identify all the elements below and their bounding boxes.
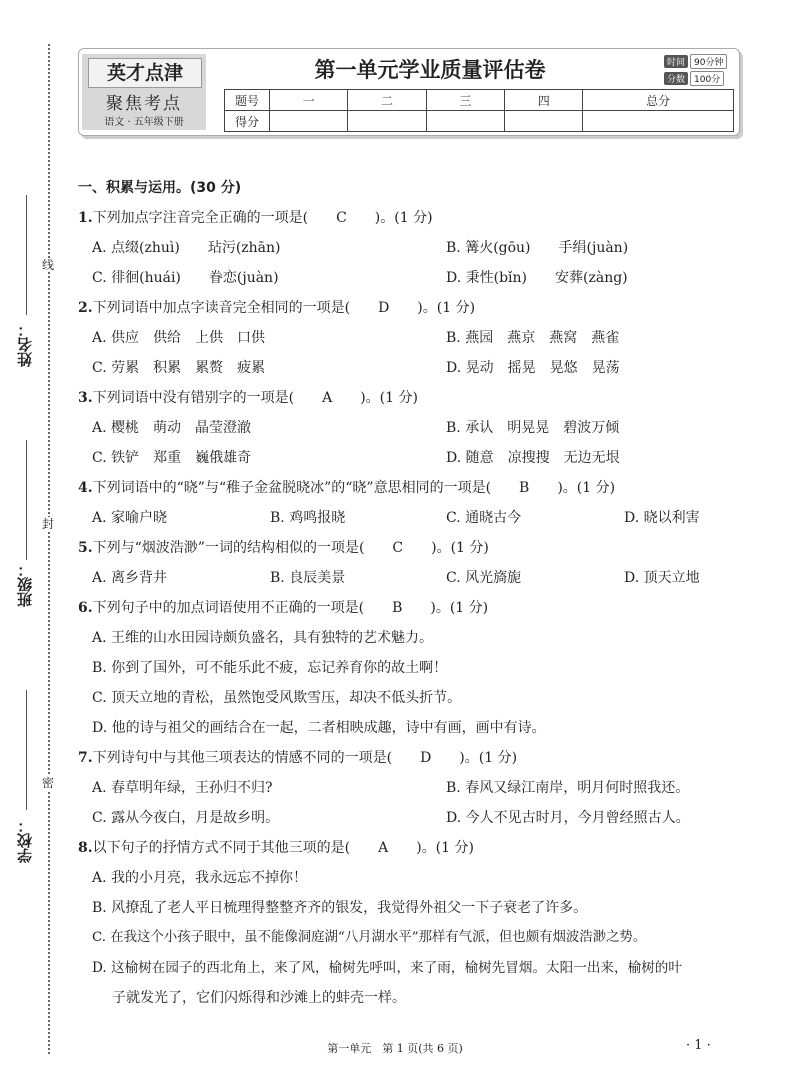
option-continuation: 子就发光了，它们闪烁得和沙滩上的蚌壳一样。 bbox=[112, 990, 406, 1006]
class-label: 班级： bbox=[16, 562, 34, 607]
score-table bbox=[224, 89, 734, 132]
score-label: 分数 bbox=[664, 72, 688, 85]
binding-dotted-line bbox=[48, 44, 50, 1054]
score-table-header: 四 bbox=[505, 90, 583, 111]
option: B. 你到了国外，可不能乐此不疲，忘记养育你的故土啊！ bbox=[92, 660, 448, 676]
option: B. 春风又绿江南岸，明月何时照我还。 bbox=[446, 780, 690, 796]
page-number: · 1 · bbox=[686, 1038, 711, 1053]
option: D. 随意 凉搜搜 无边无垠 bbox=[446, 450, 620, 466]
option: A. 离乡背井 bbox=[92, 570, 168, 586]
option: A. 王维的山水田园诗颇负盛名，具有独特的艺术魅力。 bbox=[92, 630, 434, 646]
question-stem: 以下句子的抒情方式不同于其他三项的是( A )。(1 分) bbox=[92, 840, 474, 856]
option: A. 樱桃 萌动 晶莹澄澈 bbox=[92, 420, 252, 436]
question-stem: 下列词语中加点字读音完全相同的一项是( D )。(1 分) bbox=[92, 300, 476, 316]
question-stem: 下列加点字注音完全正确的一项是( C )。(1 分) bbox=[92, 210, 433, 226]
question-number: 6. bbox=[78, 600, 93, 616]
brand-subtitle: 聚焦考点 bbox=[106, 94, 182, 114]
name-write-line bbox=[26, 195, 27, 315]
question-4 bbox=[78, 478, 615, 498]
score-row-label: 得分 bbox=[225, 111, 270, 132]
score-table-score-row bbox=[225, 111, 734, 132]
option: D. 秉性(bǐn) 安葬(zàng) bbox=[446, 270, 628, 286]
question-1 bbox=[78, 208, 433, 228]
brand-grade: 语文 · 五年级下册 bbox=[104, 117, 184, 128]
page-footer: 第一单元 第 1 页(共 6 页) bbox=[327, 1042, 463, 1055]
option: A. 我的小月亮，我永远忘不掉你！ bbox=[92, 870, 308, 886]
option: D. 晓以利害 bbox=[624, 510, 700, 526]
option: D. 顶天立地 bbox=[624, 570, 700, 586]
name-label: 姓名： bbox=[16, 322, 34, 367]
question-stem: 下列诗句中与其他三项表达的情感不同的一项是( D )。(1 分) bbox=[92, 750, 518, 766]
option: A. 春草明年绿，王孙归不归? bbox=[92, 780, 273, 796]
question-7 bbox=[78, 748, 517, 768]
option: C. 在我这个小孩子眼中，虽不能像洞庭湖“八月湖水平”那样有气派，但也颇有烟波浩渺之势。 bbox=[92, 930, 647, 945]
option: A. 家喻户晓 bbox=[92, 510, 168, 526]
score-table-header: 总分 bbox=[583, 90, 734, 111]
brand-title: 英才点津 bbox=[88, 58, 202, 88]
question-6 bbox=[78, 598, 488, 618]
score-table-header: 二 bbox=[348, 90, 426, 111]
option: B. 篝火(gōu) 手绢(juàn) bbox=[446, 240, 629, 256]
score-tag bbox=[664, 71, 724, 86]
question-stem: 下列词语中的“晓”与“稚子金盆脱晓冰”的“晓”意思相同的一项是( B )。(1 分) bbox=[92, 480, 616, 496]
class-write-line bbox=[26, 440, 27, 560]
option: C. 徘徊(huái) 眷恋(juàn) bbox=[92, 270, 279, 286]
question-number: 2. bbox=[78, 300, 93, 316]
option: D. 今人不见古时月，今月曾经照古人。 bbox=[446, 810, 690, 826]
section-heading: 一、积累与运用。(30 分) bbox=[78, 180, 242, 196]
time-value: 90分钟 bbox=[690, 54, 727, 69]
option: C. 劳累 积累 累赘 疲累 bbox=[92, 360, 266, 376]
score-table-header-row bbox=[225, 90, 734, 111]
question-number: 3. bbox=[78, 390, 93, 406]
option: D. 这榆树在园子的西北角上，来了风，榆树先呼叫，来了雨，榆树先冒烟。太阳一出来，榆树的叶 bbox=[92, 960, 682, 976]
exam-title: 第一单元学业质量评估卷 bbox=[314, 58, 546, 82]
binding-mark-secret: 密 bbox=[41, 776, 54, 790]
score-cell[interactable] bbox=[348, 111, 426, 132]
question-5 bbox=[78, 538, 489, 558]
option: C. 露从今夜白，月是故乡明。 bbox=[92, 810, 280, 826]
question-stem: 下列句子中的加点词语使用不正确的一项是( B )。(1 分) bbox=[92, 600, 489, 616]
score-table-header: 题号 bbox=[225, 90, 270, 111]
question-stem: 下列词语中没有错别字的一项是( A )。(1 分) bbox=[92, 390, 418, 406]
binding-mark-seal: 封 bbox=[41, 517, 54, 531]
question-number: 4. bbox=[78, 480, 93, 496]
option: B. 良辰美景 bbox=[270, 570, 346, 586]
score-table-header: 一 bbox=[270, 90, 348, 111]
school-write-line bbox=[26, 690, 27, 810]
option: D. 晃动 摇晃 晃悠 晃荡 bbox=[446, 360, 620, 376]
option: B. 燕园 燕京 燕窝 燕雀 bbox=[446, 330, 620, 346]
option: B. 鸡鸣报晓 bbox=[270, 510, 346, 526]
question-number: 5. bbox=[78, 540, 93, 556]
question-8 bbox=[78, 838, 474, 858]
score-table-header: 三 bbox=[426, 90, 504, 111]
school-label: 学校： bbox=[16, 818, 34, 863]
option: D. 他的诗与祖父的画结合在一起，二者相映成趣，诗中有画，画中有诗。 bbox=[92, 720, 546, 736]
option: C. 风光旖旎 bbox=[446, 570, 522, 586]
option: C. 顶天立地的青松，虽然饱受风欺雪压，却决不低头折节。 bbox=[92, 690, 462, 706]
time-label: 时间 bbox=[664, 55, 688, 68]
option: C. 铁铲 郑重 巍俄雄奇 bbox=[92, 450, 252, 466]
option: A. 点缀(zhuì) 玷污(zhān) bbox=[92, 240, 281, 256]
score-cell[interactable] bbox=[583, 111, 734, 132]
option: B. 承认 明晃晃 碧波万倾 bbox=[446, 420, 620, 436]
time-tag bbox=[664, 54, 727, 69]
score-value: 100分 bbox=[690, 71, 724, 86]
question-number: 1. bbox=[78, 210, 93, 226]
binding-mark-line: 线 bbox=[41, 258, 54, 272]
score-cell[interactable] bbox=[426, 111, 504, 132]
question-number: 7. bbox=[78, 750, 93, 766]
score-cell[interactable] bbox=[505, 111, 583, 132]
question-stem: 下列与“烟波浩渺”一词的结构相似的一项是( C )。(1 分) bbox=[92, 540, 489, 556]
question-number: 8. bbox=[78, 840, 93, 856]
question-2 bbox=[78, 298, 475, 318]
option: C. 通晓古今 bbox=[446, 510, 522, 526]
score-cell[interactable] bbox=[270, 111, 348, 132]
option: B. 风撩乱了老人平日梳理得整整齐齐的银发，我觉得外祖父一下子衰老了许多。 bbox=[92, 900, 588, 916]
question-3 bbox=[78, 388, 418, 408]
option: A. 供应 供给 上供 口供 bbox=[92, 330, 266, 346]
